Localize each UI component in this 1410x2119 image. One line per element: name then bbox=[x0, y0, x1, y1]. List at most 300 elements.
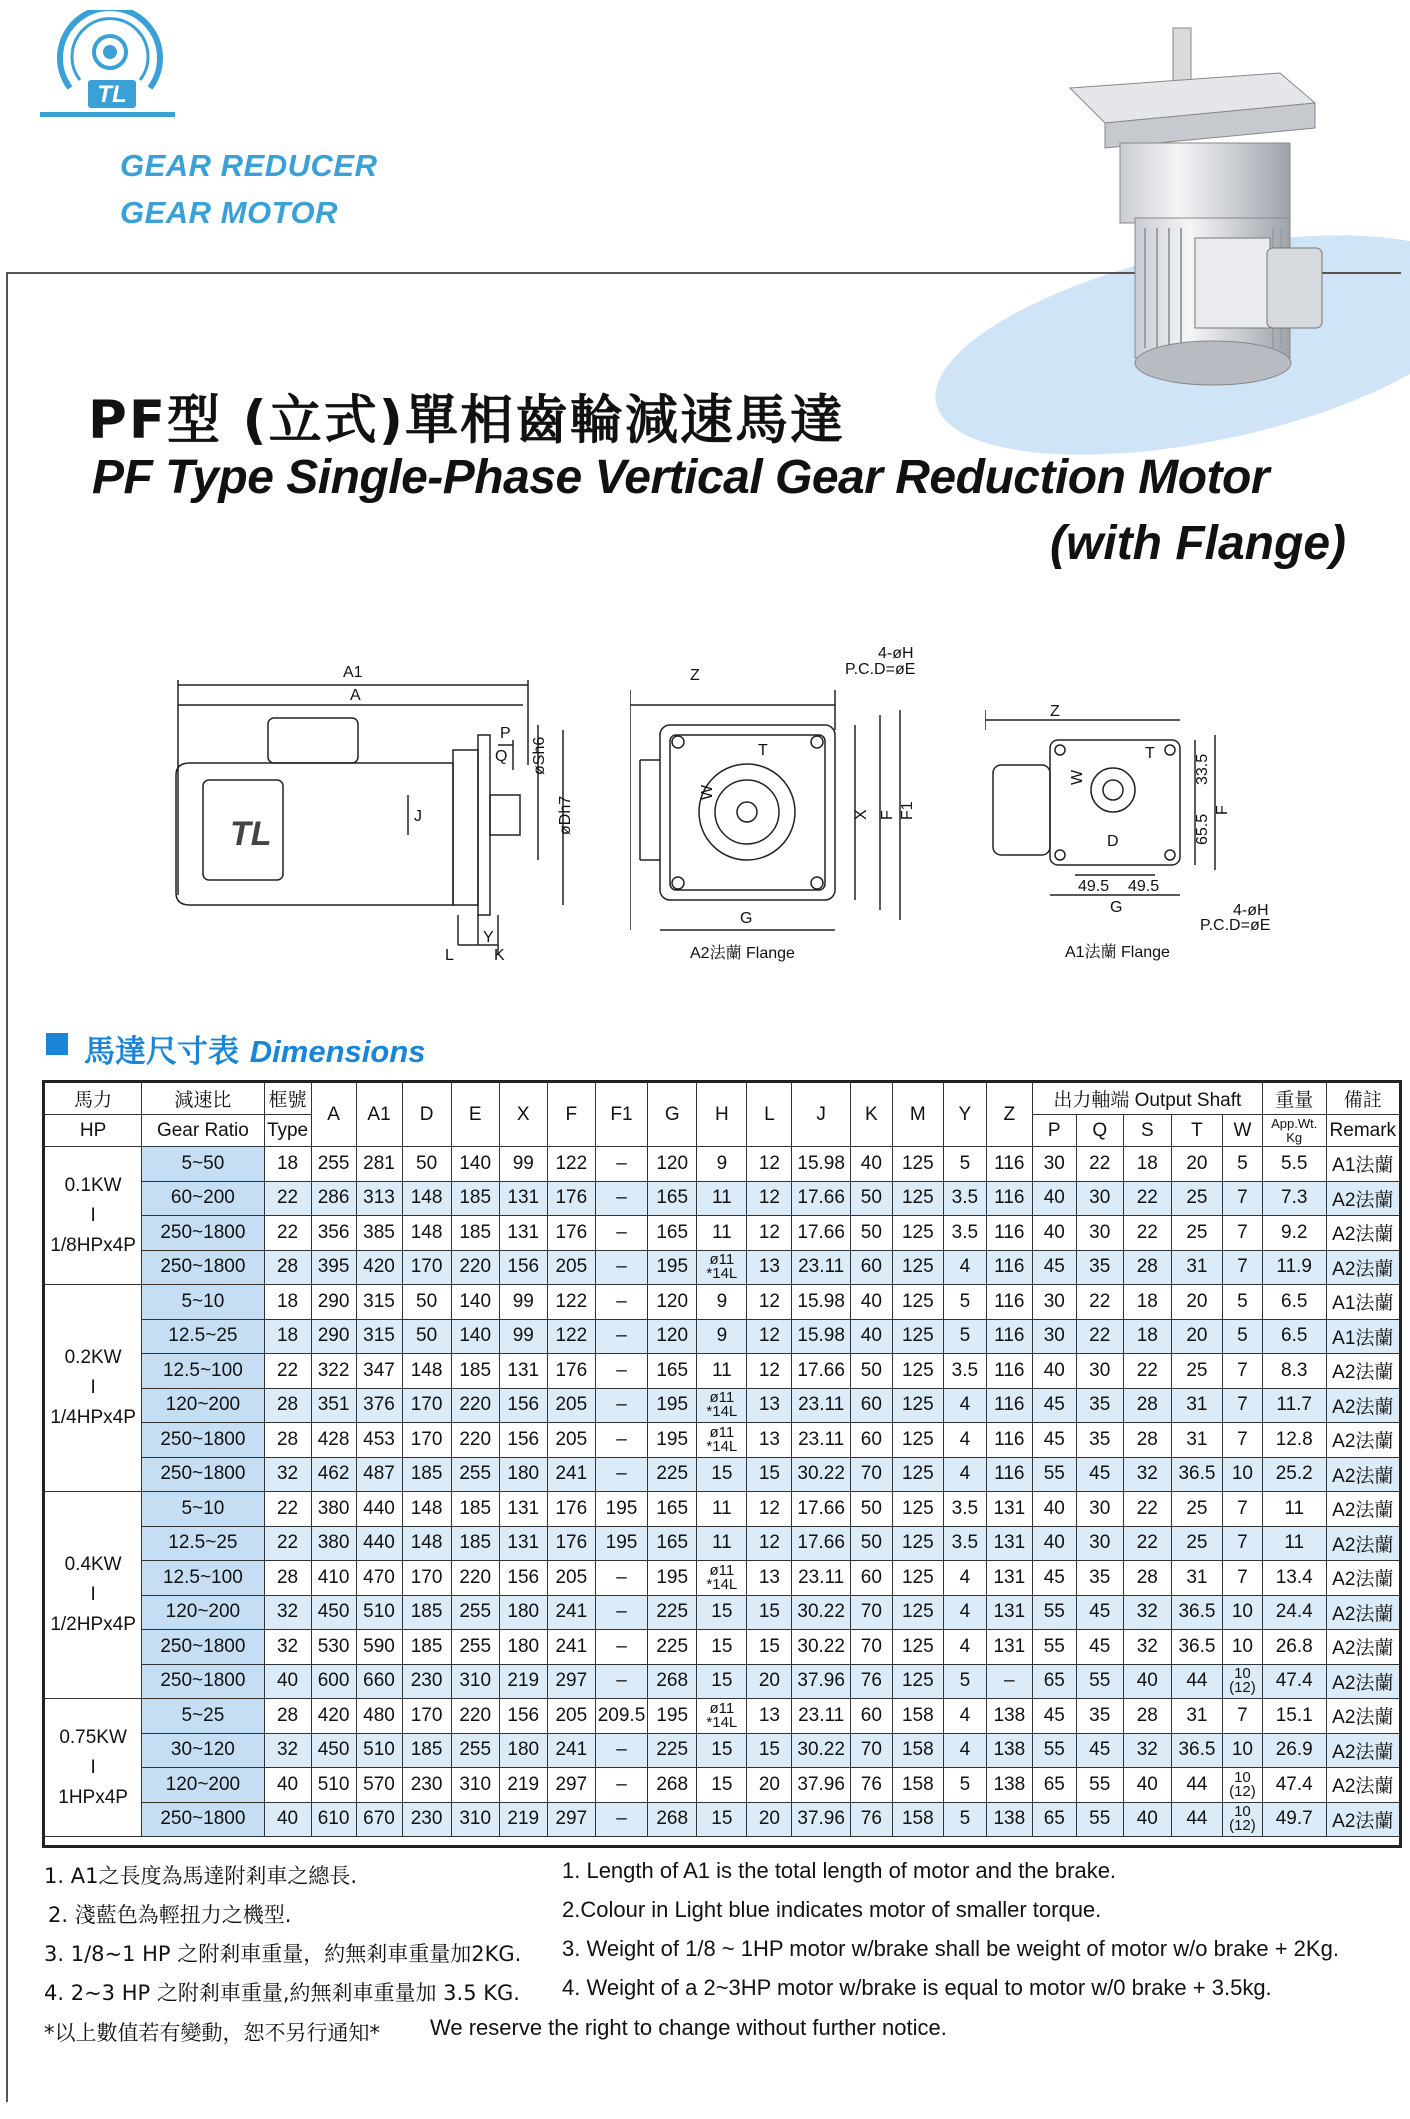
value-cell: 5 bbox=[1223, 1319, 1263, 1354]
value-cell: 131 bbox=[499, 1216, 547, 1251]
svg-text:A1法蘭 Flange: A1法蘭 Flange bbox=[1065, 944, 1170, 961]
value-cell: A2法蘭 bbox=[1326, 1664, 1399, 1699]
value-cell: 290 bbox=[311, 1285, 356, 1320]
value-cell: 195 bbox=[648, 1250, 697, 1285]
value-cell: 138 bbox=[986, 1699, 1032, 1734]
svg-text:P.C.D=øE: P.C.D=øE bbox=[845, 661, 916, 678]
svg-text:G: G bbox=[1110, 899, 1123, 916]
value-cell: 11 bbox=[697, 1492, 747, 1527]
value-cell: 11 bbox=[697, 1216, 747, 1251]
note-4-zh: 4. 2~3 HP 之附剎車重量,約無剎車重量加 3.5 KG. bbox=[44, 1981, 520, 2005]
table-row bbox=[45, 1630, 1400, 1665]
value-cell: 209.5 bbox=[595, 1699, 647, 1734]
hp-group-sep: I bbox=[90, 1204, 96, 1226]
value-cell: 3.5 bbox=[943, 1354, 986, 1389]
value-cell: 510 bbox=[311, 1768, 356, 1803]
svg-text:Z: Z bbox=[690, 667, 700, 684]
frame-type-cell: 22 bbox=[264, 1216, 311, 1251]
header-col-e: E bbox=[451, 1083, 499, 1147]
value-cell: 25.2 bbox=[1262, 1457, 1326, 1492]
value-cell: 22 bbox=[1076, 1319, 1123, 1354]
value-cell: 116 bbox=[986, 1319, 1032, 1354]
header-shaft-t: T bbox=[1171, 1115, 1222, 1147]
value-cell: 13 bbox=[747, 1561, 792, 1596]
value-cell: 185 bbox=[451, 1354, 499, 1389]
value-cell: 36.5 bbox=[1171, 1630, 1222, 1665]
value-cell: 125 bbox=[892, 1285, 943, 1320]
value-cell: 35 bbox=[1076, 1561, 1123, 1596]
value-cell: 10 bbox=[1223, 1595, 1263, 1630]
value-cell: 185 bbox=[451, 1216, 499, 1251]
value-cell bbox=[1223, 1768, 1263, 1803]
value-cell: 37.96 bbox=[792, 1664, 851, 1699]
dimensions-square-icon bbox=[46, 1033, 68, 1055]
value-cell: 310 bbox=[451, 1768, 499, 1803]
value-cell: 116 bbox=[986, 1147, 1032, 1182]
value-cell: 462 bbox=[311, 1457, 356, 1492]
value-cell: 26.8 bbox=[1262, 1630, 1326, 1665]
svg-text:W: W bbox=[699, 784, 716, 800]
value-cell: 45 bbox=[1032, 1423, 1076, 1458]
value-cell: 25 bbox=[1171, 1354, 1222, 1389]
value-cell: 4 bbox=[943, 1250, 986, 1285]
value-cell: 28 bbox=[1123, 1250, 1171, 1285]
value-cell: 120 bbox=[648, 1147, 697, 1182]
value-cell: 45 bbox=[1076, 1595, 1123, 1630]
value-cell: 116 bbox=[986, 1423, 1032, 1458]
svg-text:F1: F1 bbox=[899, 801, 916, 820]
header-col-f1: F1 bbox=[595, 1083, 647, 1147]
value-cell: 7 bbox=[1223, 1423, 1263, 1458]
table-row bbox=[45, 1250, 1400, 1285]
value-cell: 428 bbox=[311, 1423, 356, 1458]
value-cell: 50 bbox=[402, 1319, 451, 1354]
value-cell: 440 bbox=[356, 1492, 402, 1527]
value-cell: 125 bbox=[892, 1423, 943, 1458]
value-cell: 30 bbox=[1076, 1526, 1123, 1561]
value-cell: 45 bbox=[1076, 1630, 1123, 1665]
value-cell: 32 bbox=[1123, 1630, 1171, 1665]
value-cell: 315 bbox=[356, 1319, 402, 1354]
gear-ratio-cell: 120~200 bbox=[142, 1768, 264, 1803]
value-cell: 220 bbox=[451, 1699, 499, 1734]
value-cell: 30 bbox=[1076, 1354, 1123, 1389]
value-cell: 50 bbox=[850, 1354, 892, 1389]
table-body bbox=[45, 1147, 1400, 1837]
value-cell: 76 bbox=[850, 1768, 892, 1803]
stacked-value: 10 (12) bbox=[1229, 1665, 1256, 1697]
value-cell: 450 bbox=[311, 1595, 356, 1630]
value-cell: 205 bbox=[547, 1423, 595, 1458]
value-cell: 15.98 bbox=[792, 1319, 851, 1354]
header-shaft-q: Q bbox=[1076, 1115, 1123, 1147]
value-cell: 347 bbox=[356, 1354, 402, 1389]
value-cell: 12 bbox=[747, 1181, 792, 1216]
company-logo bbox=[40, 10, 180, 130]
value-cell: 670 bbox=[356, 1802, 402, 1837]
value-cell: 13 bbox=[747, 1423, 792, 1458]
value-cell: 60 bbox=[850, 1250, 892, 1285]
frame-type-cell: 40 bbox=[264, 1664, 311, 1699]
value-cell: 47.4 bbox=[1262, 1768, 1326, 1803]
value-cell: 125 bbox=[892, 1354, 943, 1389]
value-cell: 3.5 bbox=[943, 1526, 986, 1561]
value-cell: 116 bbox=[986, 1181, 1032, 1216]
value-cell: 420 bbox=[311, 1699, 356, 1734]
value-cell: 28 bbox=[1123, 1699, 1171, 1734]
value-cell: 241 bbox=[547, 1457, 595, 1492]
note-4-en: 4. Weight of a 2~3HP motor w/brake is equal to motor w/0 brake + 3.5kg. bbox=[562, 1975, 1272, 2000]
value-cell: 310 bbox=[451, 1664, 499, 1699]
value-cell: 255 bbox=[451, 1733, 499, 1768]
value-cell: 116 bbox=[986, 1457, 1032, 1492]
value-cell: – bbox=[595, 1561, 647, 1596]
value-cell: 7 bbox=[1223, 1699, 1263, 1734]
value-cell: 15 bbox=[697, 1457, 747, 1492]
value-cell: 30 bbox=[1076, 1216, 1123, 1251]
value-cell: 148 bbox=[402, 1354, 451, 1389]
value-cell: 205 bbox=[547, 1250, 595, 1285]
value-cell: 5 bbox=[943, 1664, 986, 1699]
value-cell: 7 bbox=[1223, 1388, 1263, 1423]
value-cell: 31 bbox=[1171, 1699, 1222, 1734]
value-cell: 230 bbox=[402, 1664, 451, 1699]
value-cell: – bbox=[595, 1181, 647, 1216]
gear-ratio-cell: 12.5~25 bbox=[142, 1319, 264, 1354]
value-cell: 148 bbox=[402, 1181, 451, 1216]
value-cell: 116 bbox=[986, 1388, 1032, 1423]
svg-text:4-øH: 4-øH bbox=[878, 645, 914, 662]
value-cell: – bbox=[595, 1664, 647, 1699]
value-cell: 13 bbox=[747, 1388, 792, 1423]
value-cell: 590 bbox=[356, 1630, 402, 1665]
value-cell: 195 bbox=[648, 1561, 697, 1596]
gear-ratio-cell: 5~10 bbox=[142, 1285, 264, 1320]
value-cell: 385 bbox=[356, 1216, 402, 1251]
svg-text:65.5: 65.5 bbox=[1194, 813, 1211, 845]
hp-group-cell bbox=[45, 1147, 142, 1285]
header-col-a1: A1 bbox=[356, 1083, 402, 1147]
value-cell: 3.5 bbox=[943, 1492, 986, 1527]
note-1-en: 1. Length of A1 is the total length of motor and the brake. bbox=[562, 1858, 1117, 1883]
value-cell: 49.7 bbox=[1262, 1802, 1326, 1837]
value-cell: 255 bbox=[451, 1457, 499, 1492]
value-cell: A2法蘭 bbox=[1326, 1733, 1399, 1768]
value-cell: 47.4 bbox=[1262, 1664, 1326, 1699]
page-title-zh: PF型 (立式)單相齒輪減速馬達 bbox=[88, 390, 845, 451]
value-cell: 18 bbox=[1123, 1147, 1171, 1182]
gear-ratio-cell: 250~1800 bbox=[142, 1423, 264, 1458]
value-cell: 30 bbox=[1032, 1147, 1076, 1182]
value-cell: 50 bbox=[850, 1216, 892, 1251]
value-cell: A2法蘭 bbox=[1326, 1250, 1399, 1285]
value-cell: 5.5 bbox=[1262, 1147, 1326, 1182]
value-cell: 11 bbox=[1262, 1526, 1326, 1561]
value-cell: 24.4 bbox=[1262, 1595, 1326, 1630]
value-cell: 286 bbox=[311, 1181, 356, 1216]
dimensions-table bbox=[44, 1082, 1400, 1837]
value-cell: 268 bbox=[648, 1664, 697, 1699]
value-cell: 40 bbox=[1123, 1768, 1171, 1803]
value-cell: 165 bbox=[648, 1354, 697, 1389]
value-cell: 10 bbox=[1223, 1457, 1263, 1492]
value-cell: 140 bbox=[451, 1285, 499, 1320]
value-cell: 255 bbox=[451, 1630, 499, 1665]
table-header bbox=[45, 1083, 1400, 1147]
header-col-f: F bbox=[547, 1083, 595, 1147]
value-cell: 268 bbox=[648, 1768, 697, 1803]
a2-flange-drawing bbox=[630, 640, 950, 970]
frame-type-cell: 28 bbox=[264, 1699, 311, 1734]
stacked-value: ø11 *14L bbox=[706, 1251, 738, 1283]
value-cell: 7 bbox=[1223, 1526, 1263, 1561]
value-cell: 158 bbox=[892, 1733, 943, 1768]
hp-group-sep: I bbox=[90, 1377, 96, 1398]
value-cell: 35 bbox=[1076, 1699, 1123, 1734]
value-cell: 13.4 bbox=[1262, 1561, 1326, 1596]
value-cell: 15 bbox=[747, 1457, 792, 1492]
value-cell: 11 bbox=[697, 1354, 747, 1389]
value-cell: 36.5 bbox=[1171, 1733, 1222, 1768]
header-col-g: G bbox=[648, 1083, 697, 1147]
value-cell: 4 bbox=[943, 1630, 986, 1665]
value-cell: 176 bbox=[547, 1216, 595, 1251]
value-cell: 55 bbox=[1032, 1457, 1076, 1492]
header-ratio-en: Gear Ratio bbox=[142, 1115, 264, 1147]
value-cell: 410 bbox=[311, 1561, 356, 1596]
value-cell: 170 bbox=[402, 1388, 451, 1423]
value-cell: 28 bbox=[1123, 1388, 1171, 1423]
svg-text:øSh6: øSh6 bbox=[531, 736, 548, 775]
value-cell: 40 bbox=[850, 1147, 892, 1182]
table-row bbox=[45, 1319, 1400, 1354]
value-cell: 17.66 bbox=[792, 1181, 851, 1216]
table-row bbox=[45, 1181, 1400, 1216]
value-cell: 65 bbox=[1032, 1664, 1076, 1699]
header-shaft-s: S bbox=[1123, 1115, 1171, 1147]
hp-group-kw: 0.75KW bbox=[59, 1726, 127, 1748]
value-cell: 20 bbox=[1171, 1147, 1222, 1182]
value-cell: 5 bbox=[1223, 1147, 1263, 1182]
value-cell: 9 bbox=[697, 1147, 747, 1182]
value-cell: 131 bbox=[986, 1561, 1032, 1596]
value-cell: 12 bbox=[747, 1354, 792, 1389]
value-cell: 356 bbox=[311, 1216, 356, 1251]
value-cell: 180 bbox=[499, 1630, 547, 1665]
value-cell: 70 bbox=[850, 1595, 892, 1630]
stacked-value: 10 (12) bbox=[1229, 1803, 1256, 1835]
value-cell: 185 bbox=[402, 1630, 451, 1665]
value-cell: 310 bbox=[451, 1802, 499, 1837]
gear-ratio-cell: 12.5~100 bbox=[142, 1354, 264, 1389]
value-cell: 170 bbox=[402, 1561, 451, 1596]
value-cell: 195 bbox=[648, 1423, 697, 1458]
value-cell: 15 bbox=[697, 1595, 747, 1630]
value-cell: A2法蘭 bbox=[1326, 1354, 1399, 1389]
value-cell: 313 bbox=[356, 1181, 402, 1216]
hp-group-kw: 0.4KW bbox=[64, 1554, 122, 1575]
svg-text:49.5: 49.5 bbox=[1078, 878, 1110, 895]
value-cell: 50 bbox=[850, 1526, 892, 1561]
hp-group-cell bbox=[45, 1492, 142, 1699]
value-cell: A2法蘭 bbox=[1326, 1457, 1399, 1492]
value-cell: – bbox=[595, 1216, 647, 1251]
value-cell: 140 bbox=[451, 1319, 499, 1354]
value-cell: 23.11 bbox=[792, 1388, 851, 1423]
gear-ratio-cell: 12.5~100 bbox=[142, 1561, 264, 1596]
value-cell: 17.66 bbox=[792, 1354, 851, 1389]
value-cell: 9 bbox=[697, 1319, 747, 1354]
frame-type-cell: 22 bbox=[264, 1526, 311, 1561]
value-cell: 99 bbox=[499, 1147, 547, 1182]
hp-group-cell bbox=[45, 1699, 142, 1837]
value-cell: 45 bbox=[1032, 1388, 1076, 1423]
value-cell: 32 bbox=[1123, 1733, 1171, 1768]
value-cell: 453 bbox=[356, 1423, 402, 1458]
svg-text:4-øH: 4-øH bbox=[1233, 902, 1269, 919]
value-cell: 11 bbox=[1262, 1492, 1326, 1527]
value-cell: 22 bbox=[1123, 1354, 1171, 1389]
value-cell: 281 bbox=[356, 1147, 402, 1182]
value-cell: 7 bbox=[1223, 1354, 1263, 1389]
value-cell: 156 bbox=[499, 1561, 547, 1596]
svg-text:Y: Y bbox=[483, 929, 494, 946]
value-cell: 12 bbox=[747, 1216, 792, 1251]
value-cell: A2法蘭 bbox=[1326, 1492, 1399, 1527]
stacked-value: 10 (12) bbox=[1229, 1768, 1256, 1800]
value-cell: 25 bbox=[1171, 1526, 1222, 1561]
frame-type-cell: 22 bbox=[264, 1354, 311, 1389]
value-cell: 50 bbox=[402, 1147, 451, 1182]
value-cell: 15 bbox=[697, 1664, 747, 1699]
value-cell: 170 bbox=[402, 1250, 451, 1285]
value-cell: 25 bbox=[1171, 1492, 1222, 1527]
frame-type-cell: 22 bbox=[264, 1492, 311, 1527]
value-cell: 50 bbox=[850, 1492, 892, 1527]
value-cell: 20 bbox=[747, 1802, 792, 1837]
value-cell: 131 bbox=[499, 1492, 547, 1527]
value-cell: 420 bbox=[356, 1250, 402, 1285]
value-cell: 22 bbox=[1076, 1285, 1123, 1320]
value-cell: – bbox=[595, 1457, 647, 1492]
value-cell: 25 bbox=[1171, 1216, 1222, 1251]
value-cell: 297 bbox=[547, 1768, 595, 1803]
note-3-zh: 3. 1/8~1 HP 之附剎車重量，約無剎車重量加2KG. bbox=[44, 1942, 522, 1966]
value-cell: 125 bbox=[892, 1216, 943, 1251]
value-cell: 23.11 bbox=[792, 1423, 851, 1458]
frame-type-cell: 28 bbox=[264, 1388, 311, 1423]
value-cell: 40 bbox=[1032, 1492, 1076, 1527]
motor-photo bbox=[1035, 18, 1335, 393]
value-cell: 17.66 bbox=[792, 1526, 851, 1561]
table-row bbox=[45, 1699, 1400, 1734]
value-cell: 176 bbox=[547, 1354, 595, 1389]
value-cell: 17.66 bbox=[792, 1492, 851, 1527]
value-cell: 20 bbox=[747, 1768, 792, 1803]
value-cell: 13 bbox=[747, 1250, 792, 1285]
gear-ratio-cell: 250~1800 bbox=[142, 1216, 264, 1251]
value-cell: 35 bbox=[1076, 1388, 1123, 1423]
value-cell: 28 bbox=[1123, 1423, 1171, 1458]
value-cell: 176 bbox=[547, 1181, 595, 1216]
value-cell: 180 bbox=[499, 1733, 547, 1768]
value-cell: 15.1 bbox=[1262, 1699, 1326, 1734]
value-cell: 23.11 bbox=[792, 1250, 851, 1285]
value-cell: 31 bbox=[1171, 1423, 1222, 1458]
gear-ratio-cell: 5~50 bbox=[142, 1147, 264, 1182]
table-row bbox=[45, 1285, 1400, 1320]
value-cell: 20 bbox=[1171, 1319, 1222, 1354]
value-cell: 15 bbox=[747, 1733, 792, 1768]
value-cell: 131 bbox=[499, 1526, 547, 1561]
value-cell: 9 bbox=[697, 1285, 747, 1320]
value-cell: 30.22 bbox=[792, 1595, 851, 1630]
value-cell: 450 bbox=[311, 1733, 356, 1768]
value-cell: 5 bbox=[943, 1285, 986, 1320]
value-cell: 176 bbox=[547, 1492, 595, 1527]
value-cell: 395 bbox=[311, 1250, 356, 1285]
header-hp-zh: 馬力 bbox=[45, 1083, 142, 1115]
value-cell: 122 bbox=[547, 1319, 595, 1354]
header-type-zh: 框號 bbox=[264, 1083, 311, 1115]
gear-ratio-cell: 60~200 bbox=[142, 1181, 264, 1216]
value-cell: 4 bbox=[943, 1595, 986, 1630]
value-cell: 125 bbox=[892, 1457, 943, 1492]
header-remark-en: Remark bbox=[1326, 1115, 1399, 1147]
value-cell: 205 bbox=[547, 1561, 595, 1596]
value-cell: 44 bbox=[1171, 1768, 1222, 1803]
value-cell: 255 bbox=[311, 1147, 356, 1182]
svg-text:K: K bbox=[494, 947, 505, 964]
value-cell: 138 bbox=[986, 1768, 1032, 1803]
value-cell: 140 bbox=[451, 1147, 499, 1182]
header-col-d: D bbox=[402, 1083, 451, 1147]
value-cell: 40 bbox=[1032, 1526, 1076, 1561]
stacked-value: ø11 *14L bbox=[706, 1699, 738, 1731]
value-cell: 45 bbox=[1032, 1250, 1076, 1285]
value-cell: 8.3 bbox=[1262, 1354, 1326, 1389]
value-cell: 120 bbox=[648, 1285, 697, 1320]
value-cell: 22 bbox=[1123, 1492, 1171, 1527]
value-cell: 55 bbox=[1032, 1733, 1076, 1768]
value-cell: 297 bbox=[547, 1802, 595, 1837]
value-cell: 76 bbox=[850, 1802, 892, 1837]
svg-text:TL: TL bbox=[97, 81, 127, 108]
value-cell: 131 bbox=[499, 1354, 547, 1389]
value-cell: 40 bbox=[1032, 1181, 1076, 1216]
value-cell: 180 bbox=[499, 1595, 547, 1630]
value-cell: 241 bbox=[547, 1595, 595, 1630]
value-cell: 12 bbox=[747, 1492, 792, 1527]
value-cell: – bbox=[595, 1595, 647, 1630]
value-cell: 4 bbox=[943, 1733, 986, 1768]
value-cell: 7 bbox=[1223, 1216, 1263, 1251]
table-row bbox=[45, 1733, 1400, 1768]
value-cell: 241 bbox=[547, 1733, 595, 1768]
value-cell: 31 bbox=[1171, 1561, 1222, 1596]
svg-text:L: L bbox=[445, 947, 454, 964]
svg-text:øDh7: øDh7 bbox=[557, 795, 574, 835]
value-cell: 25 bbox=[1171, 1181, 1222, 1216]
frame-type-cell: 18 bbox=[264, 1285, 311, 1320]
svg-text:F: F bbox=[879, 810, 896, 820]
hp-group-kw: 0.1KW bbox=[64, 1174, 122, 1196]
value-cell: 45 bbox=[1032, 1561, 1076, 1596]
gear-ratio-cell: 120~200 bbox=[142, 1595, 264, 1630]
header-col-m: M bbox=[892, 1083, 943, 1147]
value-cell: – bbox=[595, 1147, 647, 1182]
value-cell: 4 bbox=[943, 1561, 986, 1596]
